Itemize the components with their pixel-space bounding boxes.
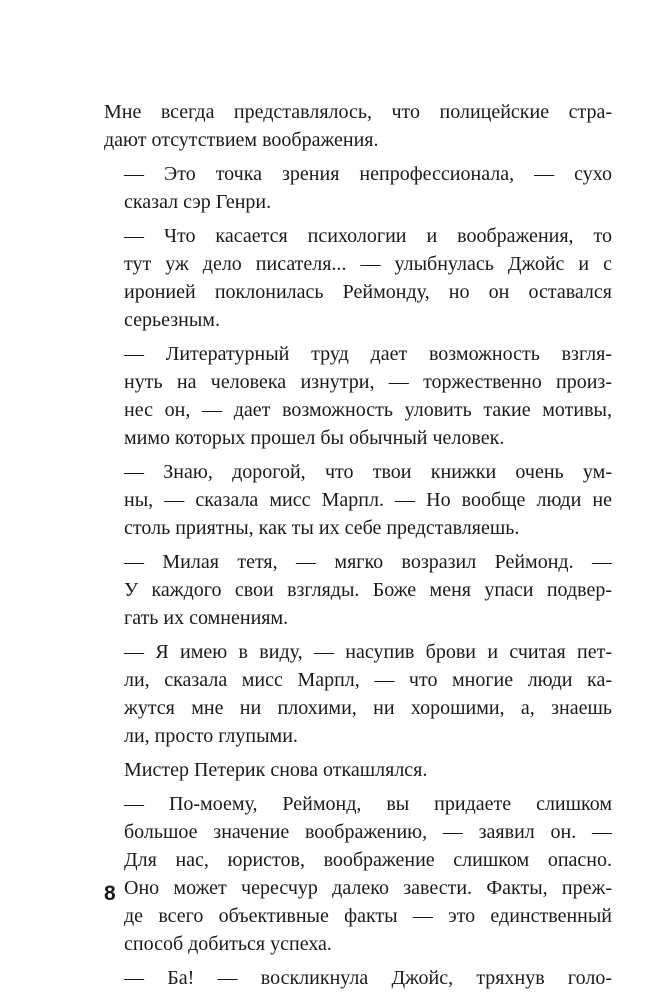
text-line: дают отсутствием воображения. [104,129,379,151]
text-line: де всего объективные факты — это единственный [124,905,612,927]
paragraph [104,548,612,632]
paragraph [104,222,612,334]
text-line: — Знаю, дорогой, что твои книжки очень ум- [124,461,612,483]
page-number: 8 [104,882,116,905]
text-line: серьезным. [124,309,220,331]
text-line: иронией поклонилась Реймонду, но он оставался [124,281,612,303]
text-line: — Милая тетя, — мягко возразил Реймонд. — [124,551,612,573]
text-line: нуть на человека изнутри, — торжественно произ- [124,371,612,393]
paragraph [104,638,612,750]
paragraph [104,160,612,216]
text-line: — Что касается психологии и воображения, то [124,225,612,247]
text-line: — Это точка зрения непрофессионала, — сухо [124,163,612,185]
text-line: — Литературный труд дает возможность взгля- [124,343,612,365]
text-line: тут уж дело писателя... — улыбнулась Джойс и с [124,253,612,275]
paragraph [104,756,612,784]
text-line: способ добиться успеха. [124,933,332,955]
text-line: жутся мне ни плохими, ни хорошими, а, знаешь [124,697,612,719]
text-line: сказал сэр Генри. [124,191,272,213]
text-line: Для нас, юристов, воображение слишком опасно. [124,849,612,871]
text-line: — Ба! — воскликнула Джойс, тряхнув голо- [124,967,612,989]
text-line: ли, просто глупыми. [124,725,298,747]
body-text [104,98,612,998]
paragraph [104,790,612,958]
text-line: мимо которых прошел бы обычный человек. [124,427,505,449]
text-line: Оно может чересчур далеко завести. Факты, преж- [124,877,612,899]
paragraph [104,98,612,154]
text-line: — По-моему, Реймонд, вы придаете слишком [124,793,612,815]
paragraph [104,340,612,452]
text-line: ли, сказала мисс Марпл, — что многие люди ка- [124,669,612,691]
text-line: Мистер Петерик снова откашлялся. [124,759,428,781]
text-line: — Я имею в виду, — насупив брови и считая пет- [124,641,612,663]
paragraph [104,458,612,542]
text-line: большое значение воображению, — заявил он. — [124,821,612,843]
text-line: столь приятны, как ты их себе представляешь. [124,517,520,539]
text-line: нес он, — дает возможность уловить такие мотивы, [124,399,612,421]
text-line: гать их сомнениям. [124,607,289,629]
text-line: Мне всегда представлялось, что полицейские стра- [104,101,612,123]
text-line: У каждого свои взгляды. Боже меня упаси подвер- [124,579,612,601]
text-line: ны, — сказала мисс Марпл. — Но вообще люди не [124,489,612,511]
paragraph [104,964,612,992]
